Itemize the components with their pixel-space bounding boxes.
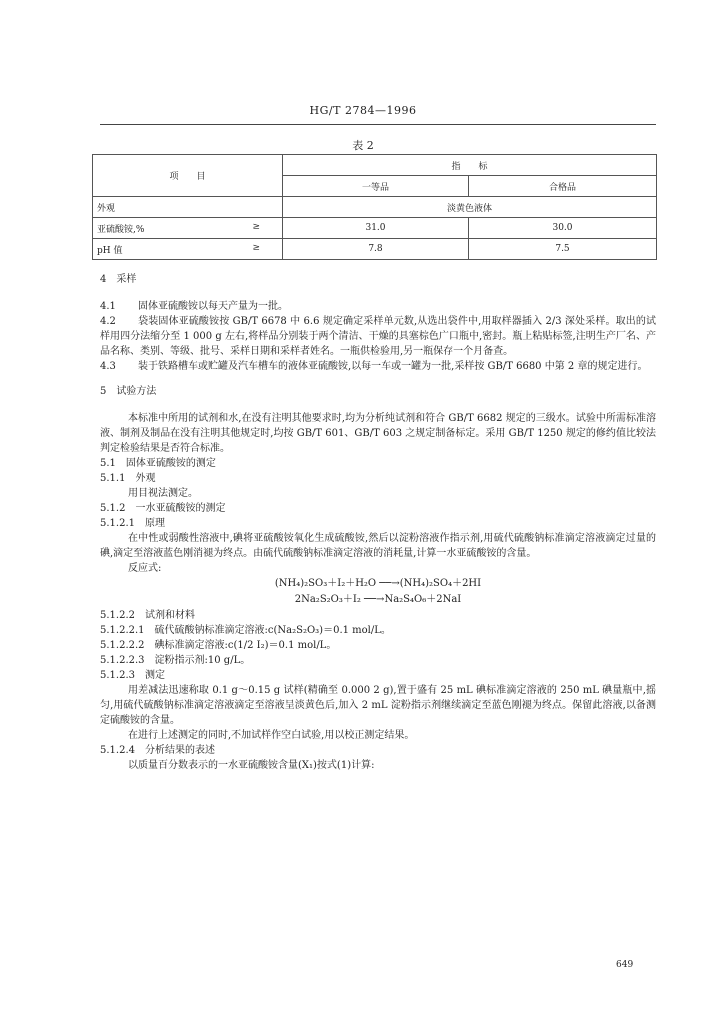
clause-text: 装于铁路槽车或贮罐及汽车槽车的液体亚硫酸铵,以每一车或一罐为一批,采样按 GB/T 6680 中第 2 章的规定进行。 xyxy=(138,361,648,372)
row-label-text: pH 值 xyxy=(97,245,123,256)
clause-4-2 xyxy=(100,314,656,359)
clause-number: 4.3 xyxy=(100,361,116,372)
document-body xyxy=(100,270,656,773)
reagent-3: 5.1.2.2.3 淀粉指示剂:10 g/L。 xyxy=(100,655,251,666)
clause-5-1-2: 5.1.2 一水亚硫酸铵的测定 xyxy=(100,503,226,514)
section-5-intro: 本标准中所用的试剂和水,在没有注明其他要求时,均为分析纯试剂和符合 GB/T 6682 规定的三级水。试验中所需标准溶液、制剂及制品在没有注明其他规定时,均按 GB/T 601、GB/T 603 之规定制备标定。采用 GB/T 1250 规定的修约值比较法判定检验结果是否符合标准。 xyxy=(100,413,656,454)
row-unit: ≥ xyxy=(252,221,260,232)
section-5-title: 5 试验方法 xyxy=(100,386,157,397)
row-value-grade2: 30.0 xyxy=(469,218,657,239)
clause-5-1: 5.1 固体亚硫酸铵的测定 xyxy=(100,458,216,469)
clause-text: 固体亚硫酸铵以每天产量为一批。 xyxy=(138,301,288,312)
spec-table xyxy=(92,154,657,260)
spacer xyxy=(100,374,656,382)
row-label xyxy=(93,239,283,260)
col-header-index: 指 标 xyxy=(283,155,657,176)
equation-2: 2Na₂S₂O₃＋I₂ ──→Na₂S₄O₆＋2NaI xyxy=(294,594,462,605)
row-merged-value: 淡黄色液体 xyxy=(283,197,657,218)
blank-test-text: 在进行上述测定的同时,不加试样作空白试验,用以校正测定结果。 xyxy=(128,730,415,741)
col-header-grade2: 合格品 xyxy=(469,176,657,197)
clause-4-3 xyxy=(100,359,656,374)
clause-number: 4.1 xyxy=(100,301,116,312)
row-value-grade1: 31.0 xyxy=(283,218,469,239)
table-row xyxy=(93,218,657,239)
reagent-2: 5.1.2.2.2 碘标准滴定溶液:c(1/2 I₂)＝0.1 mol/L。 xyxy=(100,640,337,651)
page-number: 649 xyxy=(616,960,634,970)
clause-5-1-1: 5.1.1 外观 xyxy=(100,473,156,484)
row-value-grade2: 7.5 xyxy=(469,239,657,260)
clause-5-1-2-3: 5.1.2.3 测定 xyxy=(100,670,165,681)
table-header-row xyxy=(93,155,657,176)
clause-5-1-2-2: 5.1.2.2 试剂和材料 xyxy=(100,610,195,621)
table-caption: 表 2 xyxy=(352,139,374,152)
standard-number-header: HG/T 2784—1996 xyxy=(309,104,417,117)
row-value-grade1: 7.8 xyxy=(283,239,469,260)
col-header-grade1: 一等品 xyxy=(283,176,469,197)
clause-5-1-2-1: 5.1.2.1 原理 xyxy=(100,518,165,529)
row-label xyxy=(93,218,283,239)
equation-1: (NH₄)₂SO₃＋I₂＋H₂O ──→(NH₄)₂SO₄＋2HI xyxy=(274,578,482,589)
row-unit: ≥ xyxy=(252,242,260,253)
principle-text: 在中性或弱酸性溶液中,碘将亚硫酸铵氧化生成硫酸铵,然后以淀粉溶液作指示剂,用硫代硫酸钠标准滴定溶液滴定过量的碘,滴定至溶液蓝色刚消褪为终点。由硫代硫酸钠标准滴定溶液的消耗量,计算一水亚硫酸铵的含量。 xyxy=(100,533,656,559)
table-row xyxy=(93,197,657,218)
calculation-text: 以质量百分数表示的一水亚硫酸铵含量(X₁)按式(1)计算: xyxy=(128,760,375,771)
clause-5-1-1-text: 用目视法测定。 xyxy=(128,488,198,499)
section-4-title: 4 采样 xyxy=(100,274,137,285)
reagent-1: 5.1.2.2.1 硫代硫酸钠标准滴定溶液:c(Na₂S₂O₃)＝0.1 mol/L。 xyxy=(100,625,391,636)
clause-text: 袋装固体亚硫酸铵按 GB/T 6678 中 6.6 规定确定采样单元数,从选出袋件中,用取样器插入 2/3 深处采样。取出的试样用四分法缩分至 1 000 g 左右,将样品分别装于两个清洁、干燥的具塞棕色广口瓶中,密封。瓶上粘贴标签,注明生产厂名、产品名称、类别、等级、批号、采样日期和采样者姓名。一瓶供检验用,另一瓶保存一个月备查。 xyxy=(100,316,656,357)
clause-4-1 xyxy=(100,299,656,314)
measurement-text: 用差减法迅速称取 0.1 g～0.15 g 试样(精确至 0.000 2 g),置于盛有 25 mL 碘标准滴定溶液的 250 mL 碘量瓶中,摇匀,用硫代硫酸钠标准滴定溶液滴定至溶液呈淡黄色后,加入 2 mL 淀粉指示剂继续滴定至蓝色刚褪为终点。保留此溶液,以备测定硫酸铵的含量。 xyxy=(100,685,656,726)
table-row xyxy=(93,239,657,260)
header-rule xyxy=(100,124,656,125)
clause-5-1-2-4: 5.1.2.4 分析结果的表述 xyxy=(100,745,215,756)
row-label: 外观 xyxy=(93,197,283,218)
col-header-item: 项 目 xyxy=(93,155,283,197)
row-label-text: 亚硫酸铵,% xyxy=(97,224,145,235)
reaction-label: 反应式: xyxy=(128,563,162,574)
clause-number: 4.2 xyxy=(100,316,116,327)
